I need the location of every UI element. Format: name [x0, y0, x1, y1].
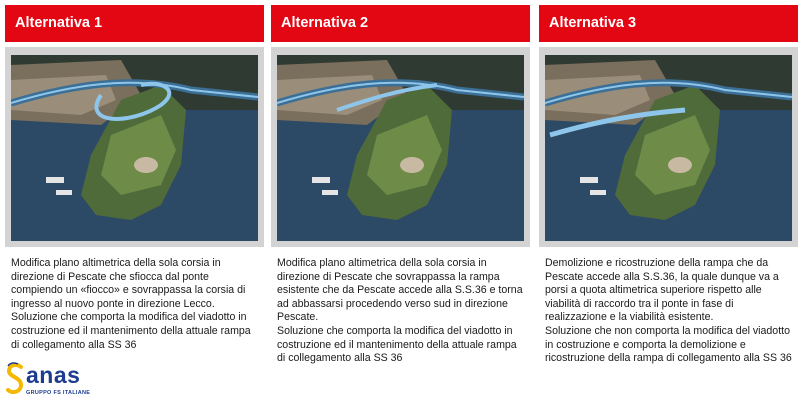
- alternative-1-description: [5, 257, 264, 352]
- alternative-1-aerial-render: [11, 55, 258, 241]
- alternative-2-column: [271, 5, 530, 398]
- alternative-1-header: Alternativa 1: [5, 5, 264, 42]
- alternative-1-column: [5, 5, 264, 398]
- alternative-3-aerial-render: [545, 55, 792, 241]
- alternative-3-header: Alternativa 3: [539, 5, 798, 42]
- alternative-3-paragraph-1: Demolizione e ricostruzione della rampa che da Pescate accede alla S.S.36, la quale dunque va a porsi a quota altimetrica superiore rispetto alle viabilità di raccordo tra il ponte in fase di realizzazione e la viabilità esistente.: [545, 257, 779, 324]
- alternative-2-image-panel: [271, 47, 530, 247]
- alternative-1-image-panel: [5, 47, 264, 247]
- alternative-1-paragraph-1: Modifica plano altimetrica della sola corsia in direzione di Pescate che sfiocca dal ponte compiendo un «fiocco» e sovrappassa la corsia di ingresso al nuovo ponte in direzione Lecco.: [11, 257, 246, 310]
- alternative-3-paragraph-2: Soluzione che non comporta la modifica del viadotto in costruzione e comporta la demolizione e ricostruzione della rampa di collegamento alla SS 36: [545, 324, 792, 365]
- anas-logo: [6, 362, 96, 402]
- alternative-2-paragraph-2: Soluzione che comporta la modifica del viadotto in costruzione ed il mantenimento della attuale rampa di collegamento alla SS 36: [277, 324, 517, 365]
- alternative-1-paragraph-2: Soluzione che comporta la modifica del viadotto in costruzione ed il mantenimento della attuale rampa di collegamento alla SS 36: [11, 311, 251, 351]
- anas-logo-wordmark: anas: [26, 362, 81, 388]
- alternative-2-aerial-render: [277, 55, 524, 241]
- alternative-3-image-panel: [539, 47, 798, 247]
- alternative-3-description: [539, 257, 798, 366]
- anas-s-mark-icon: [6, 362, 24, 396]
- anas-logo-subtitle: GRUPPO FS ITALIANE: [26, 390, 91, 396]
- alternative-2-description: [271, 257, 530, 366]
- alternative-2-paragraph-1: Modifica plano altimetrica della sola corsia in direzione di Pescate che sovrappassa la rampa esistente che da Pescate accede alla S.S.36 e torna ad abbassarsi procedendo verso sud in direzione Pescate.: [277, 257, 523, 324]
- alternative-3-column: [539, 5, 798, 398]
- alternative-2-header: Alternativa 2: [271, 5, 530, 42]
